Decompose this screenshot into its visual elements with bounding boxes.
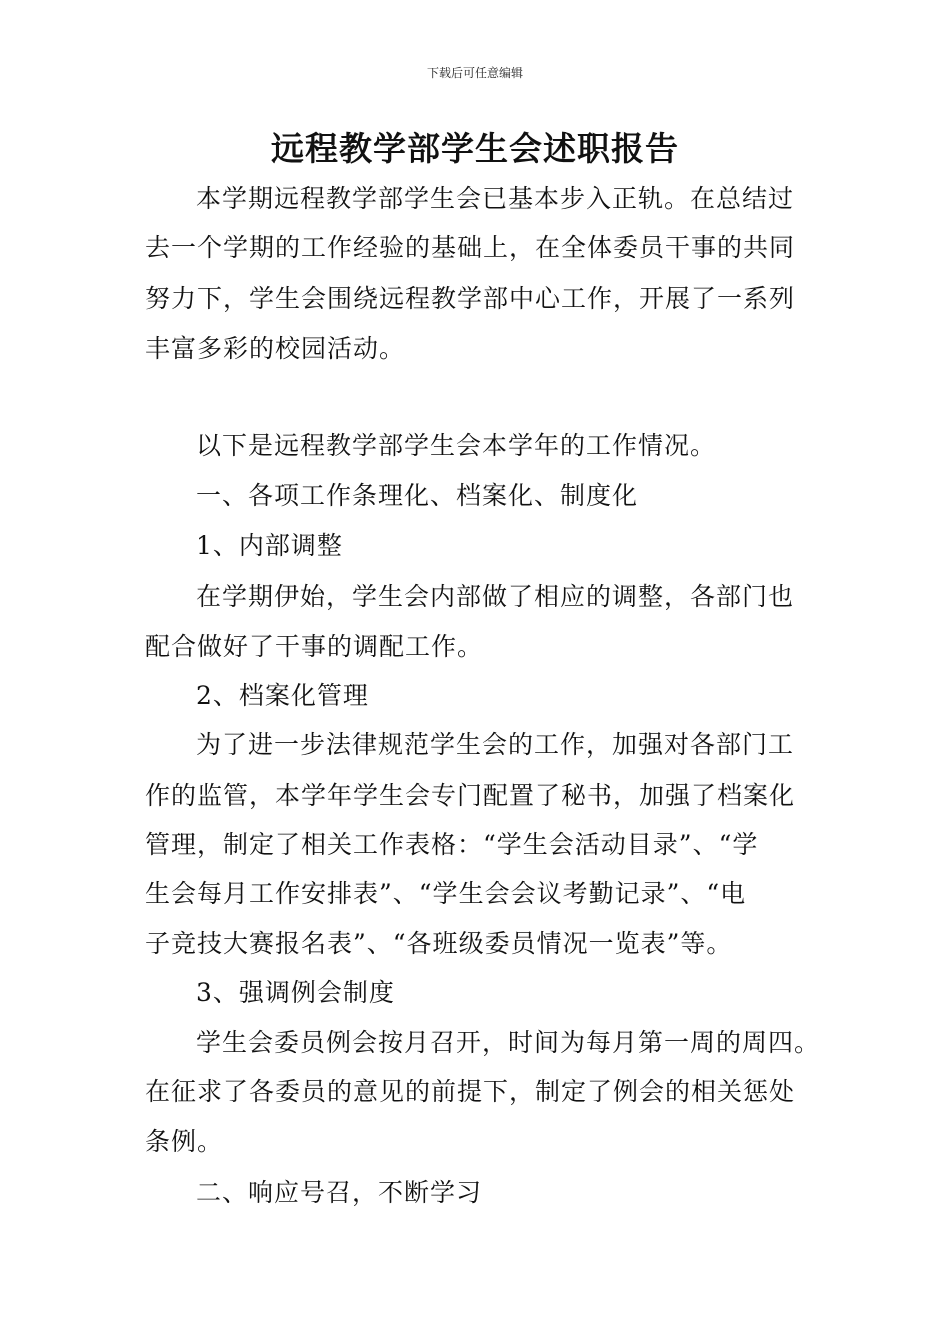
section-two-heading: 二、响应号召，不断学习 xyxy=(196,1178,483,1207)
intro-line-4: 丰富多彩的校园活动。 xyxy=(145,334,406,363)
item-two-line-5: 子竞技大赛报名表”、“各班级委员情况一览表”等。 xyxy=(145,929,733,958)
item-three-line-3: 条例。 xyxy=(145,1127,224,1156)
item-one-heading: 1、内部调整 xyxy=(196,531,343,560)
item-two-line-1: 为了进一步法律规范学生会的工作，加强对各部门工 xyxy=(196,730,795,759)
page-title: 远程教学部学生会述职报告 xyxy=(271,129,679,168)
intro-line-3: 努力下，学生会围绕远程教学部中心工作，开展了一系列 xyxy=(145,284,796,313)
item-three-heading: 3、强调例会制度 xyxy=(196,978,395,1007)
header-note: 下载后可任意编辑 xyxy=(426,66,523,80)
intro-line-1: 本学期远程教学部学生会已基本步入正轨。在总结过 xyxy=(196,184,795,213)
item-two-line-4: 生会每月工作安排表”、“学生会会议考勤记录”、“电 xyxy=(145,879,747,908)
item-two-heading: 2、档案化管理 xyxy=(196,681,369,710)
overview-line: 以下是远程教学部学生会本学年的工作情况。 xyxy=(196,431,717,460)
item-one-line-2: 配合做好了干事的调配工作。 xyxy=(145,632,484,661)
section-one-heading: 一、各项工作条理化、档案化、制度化 xyxy=(196,481,639,510)
intro-line-2: 去一个学期的工作经验的基础上，在全体委员干事的共同 xyxy=(145,233,796,262)
item-three-line-2: 在征求了各委员的意见的前提下，制定了例会的相关惩处 xyxy=(145,1077,796,1106)
item-two-line-2: 作的监管，本学年学生会专门配置了秘书，加强了档案化 xyxy=(145,781,796,810)
item-two-line-3: 管理，制定了相关工作表格：“学生会活动目录”、“学 xyxy=(145,830,759,859)
item-one-line-1: 在学期伊始，学生会内部做了相应的调整，各部门也 xyxy=(196,582,795,611)
item-three-line-1: 学生会委员例会按月召开，时间为每月第一周的周四。 xyxy=(196,1028,821,1057)
